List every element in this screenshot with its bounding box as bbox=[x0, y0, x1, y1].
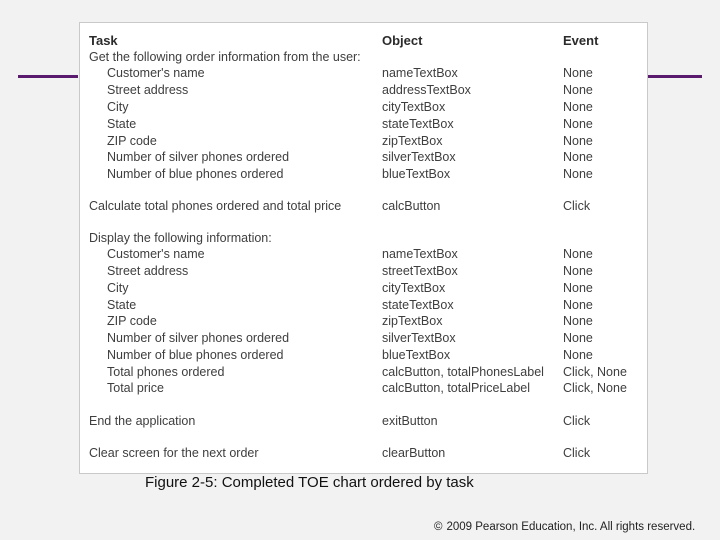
row-task: Street address bbox=[107, 83, 189, 97]
row-object: zipTextBox bbox=[382, 134, 443, 148]
row-object: clearButton bbox=[382, 446, 446, 460]
table-row bbox=[80, 99, 647, 116]
row-event: None bbox=[563, 247, 593, 261]
row-task: Display the following information: bbox=[89, 231, 272, 245]
header-object: Object bbox=[382, 33, 423, 48]
table-row bbox=[80, 82, 647, 99]
row-event: None bbox=[563, 331, 593, 345]
toe-chart-table bbox=[79, 22, 648, 474]
row-event: Click bbox=[563, 414, 591, 428]
table-row bbox=[80, 297, 647, 314]
row-task: Get the following order information from the user: bbox=[89, 50, 361, 64]
row-object: calcButton, totalPriceLabel bbox=[382, 381, 531, 395]
row-task: ZIP code bbox=[107, 314, 157, 328]
row-event: None bbox=[563, 314, 593, 328]
row-event: None bbox=[563, 100, 593, 114]
row-task: Number of blue phones ordered bbox=[107, 167, 284, 181]
row-event: None bbox=[563, 83, 593, 97]
row-object: nameTextBox bbox=[382, 66, 458, 80]
table-row bbox=[80, 65, 647, 82]
table-row bbox=[80, 198, 647, 215]
row-task: Number of silver phones ordered bbox=[107, 331, 290, 345]
row-task: City bbox=[107, 100, 129, 114]
row-object: blueTextBox bbox=[382, 167, 451, 181]
row-task: State bbox=[107, 117, 137, 131]
row-event: Click, None bbox=[563, 365, 627, 379]
accent-line-left bbox=[18, 75, 78, 78]
table-row bbox=[80, 149, 647, 166]
row-object: zipTextBox bbox=[382, 314, 443, 328]
table-row bbox=[80, 280, 647, 297]
table-row bbox=[80, 380, 647, 397]
row-event: None bbox=[563, 150, 593, 164]
row-object: silverTextBox bbox=[382, 331, 456, 345]
table-row bbox=[80, 313, 647, 330]
row-event: None bbox=[563, 264, 593, 278]
table-row bbox=[80, 364, 647, 381]
row-task: Total phones ordered bbox=[107, 365, 225, 379]
row-object: cityTextBox bbox=[382, 281, 446, 295]
row-task: Number of silver phones ordered bbox=[107, 150, 290, 164]
table-row bbox=[80, 116, 647, 133]
row-event: None bbox=[563, 281, 593, 295]
row-object: stateTextBox bbox=[382, 117, 454, 131]
row-task: ZIP code bbox=[107, 134, 157, 148]
copyright-symbol: © bbox=[434, 521, 443, 533]
table-row bbox=[80, 413, 647, 430]
row-event: None bbox=[563, 134, 593, 148]
row-event: Click bbox=[563, 199, 591, 213]
row-event: None bbox=[563, 348, 593, 362]
row-object: calcButton, totalPhonesLabel bbox=[382, 365, 544, 379]
table-row bbox=[80, 230, 647, 247]
header-event: Event bbox=[563, 33, 599, 48]
row-task: City bbox=[107, 281, 129, 295]
row-object: nameTextBox bbox=[382, 247, 458, 261]
table-row bbox=[80, 246, 647, 263]
row-object: calcButton bbox=[382, 199, 441, 213]
table-row bbox=[80, 166, 647, 183]
table-header-row bbox=[80, 32, 647, 49]
row-task: Number of blue phones ordered bbox=[107, 348, 284, 362]
row-event: Click, None bbox=[563, 381, 627, 395]
row-task: Customer's name bbox=[107, 247, 205, 261]
table-row bbox=[80, 330, 647, 347]
row-event: None bbox=[563, 167, 593, 181]
row-task: Street address bbox=[107, 264, 189, 278]
row-task: Clear screen for the next order bbox=[89, 446, 259, 460]
table-row bbox=[80, 445, 647, 462]
row-object: silverTextBox bbox=[382, 150, 456, 164]
row-event: None bbox=[563, 117, 593, 131]
row-object: blueTextBox bbox=[382, 348, 451, 362]
table-row bbox=[80, 347, 647, 364]
row-task: End the application bbox=[89, 414, 196, 428]
row-object: streetTextBox bbox=[382, 264, 458, 278]
row-task: Calculate total phones ordered and total price bbox=[89, 199, 342, 213]
figure-caption: Figure 2-5: Completed TOE chart ordered by task bbox=[145, 474, 474, 491]
table-row bbox=[80, 133, 647, 150]
header-task: Task bbox=[89, 33, 118, 48]
row-event: None bbox=[563, 298, 593, 312]
row-object: stateTextBox bbox=[382, 298, 454, 312]
copyright-text: 2009 Pearson Education, Inc. All rights reserved. bbox=[446, 521, 696, 533]
row-task: State bbox=[107, 298, 137, 312]
row-object: cityTextBox bbox=[382, 100, 446, 114]
row-task: Customer's name bbox=[107, 66, 205, 80]
table-row bbox=[80, 49, 647, 66]
row-event: Click bbox=[563, 446, 591, 460]
row-object: addressTextBox bbox=[382, 83, 471, 97]
copyright-notice bbox=[434, 521, 695, 533]
accent-line-right bbox=[646, 75, 702, 78]
row-task: Total price bbox=[107, 381, 164, 395]
row-event: None bbox=[563, 66, 593, 80]
row-object: exitButton bbox=[382, 414, 438, 428]
table-row bbox=[80, 263, 647, 280]
